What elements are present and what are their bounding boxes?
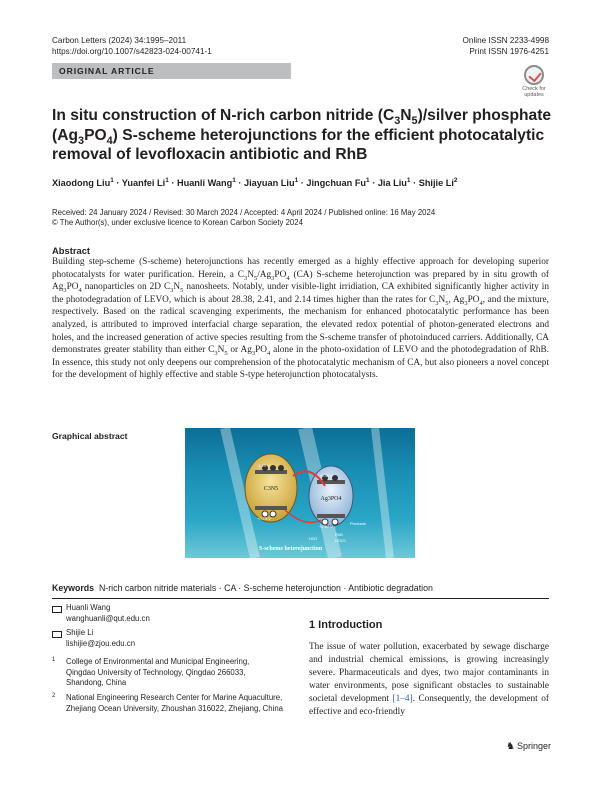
article-title: In situ construction of N-rich carbon nitride $(C_3N_5)$/silver phosphate $(Ag_3PO_4)$ S-scheme heterojunctions for the efficient photocatalytic removal of levofloxacin antibiotic and RhB (52, 107, 552, 163)
introduction-body: The issue of water pollution, exacerbated by sewage discharge and industrial chemical emissions, is growing increasingly severe. Pharmaceuticals and dyes, two major contaminants in water environments, pose significant obstacles to sustainable societal development [1–4]. Consequently, the development of effective and eco-friendly (309, 642, 550, 717)
online-issn: Online ISSN 2233-4998 (462, 36, 549, 45)
author-list: Xiaodong Liu$^1$ · Yuanfei $Li^1$ · Huanli Wang$^1$ · Jiayuan Liu$^1$ · Jingchuan $Fu^1$ · Jia Liu$^1$ · Shijie Li$^2$ (52, 176, 458, 188)
envelope-icon (52, 631, 62, 638)
copyright-license: © The Author(s), under exclusive licence to Korean Carbon Society 2024 (52, 218, 303, 227)
keywords-divider (52, 598, 549, 599)
check-for-updates-badge[interactable] (517, 65, 551, 99)
graphical-caption: S-scheme heterojunction (259, 546, 323, 552)
author-name[interactable]: Huanli Wang (176, 178, 233, 188)
author-name[interactable]: Shijie Li (418, 178, 454, 188)
affiliation-number: 1 (52, 657, 56, 663)
publication-dates: Received: 24 January 2024 / Revised: 30 March 2024 / Accepted: 4 April 2024 / Published online: 16 May 2024 (52, 208, 436, 217)
article-type-band: ORIGINAL ARTICLE (52, 63, 291, 79)
corresponding-author-email[interactable]: lishijie@zjou.edu.cn (66, 639, 136, 648)
author-name[interactable]: Yuanfei Li (121, 178, 166, 188)
publisher-logo: ♞ Springer (506, 741, 551, 752)
doi-link[interactable]: https://doi.org/10.1007/s42823-024-00741-1 (52, 47, 212, 56)
products-label: Products (350, 521, 366, 526)
graphical-abstract-illustration (185, 428, 415, 558)
citation-link[interactable]: [1–4] (392, 693, 413, 704)
h2o-label: H2O (309, 536, 318, 541)
c3n5-vb-potential: +0.73 V (257, 516, 271, 521)
ag3po4-label: Ag3PO4 (320, 496, 342, 502)
section-heading-introduction: 1 Introduction (309, 619, 383, 631)
corresponding-author-email[interactable]: wanghuanli@qut.edu.cn (66, 614, 150, 623)
check-updates-icon (524, 65, 544, 85)
corresponding-author-name: Shijie Li (66, 628, 94, 637)
affiliation-text: National Engineering Research Center for Marine Aquaculture, Zhejiang Ocean University, Zhoushan 316022, Zhejiang, China (66, 693, 283, 713)
author-name[interactable]: Jiayuan Liu (244, 178, 295, 188)
levo-label: LEVO (335, 538, 346, 543)
graphical-abstract-heading: Graphical abstract (52, 431, 128, 441)
c3n5-cb-potential: -1.29 V (257, 463, 270, 468)
keywords-list: N-rich carbon nitride materials · CA · S-scheme heterojunction · Antibiotic degradation (98, 583, 433, 593)
affiliation-text: College of Environmental and Municipal Engineering, Qingdao University of Technology, Qingdao 266033, Shandong, China (66, 657, 250, 687)
corresponding-author-name: Huanli Wang (66, 603, 111, 612)
ag3po4-cb-potential: +0.45 V (319, 473, 333, 478)
keywords (52, 583, 433, 593)
author-name[interactable]: Jia Liu (377, 178, 407, 188)
c3n5-label: C3N5 (263, 486, 279, 492)
keywords-label: Keywords (52, 583, 95, 593)
author-name[interactable]: Xiaodong Liu (52, 178, 111, 188)
abstract-body: Building step-scheme (S-scheme) heterojunctions has recently emerged as a highly effective approach for developing superior photocatalysts for water purification. Herein, a $C_3N_5/Ag_3PO_4$ (CA) S-scheme heterojunction was prepared by in situ growth of $Ag_3PO_4$ nanoparticles on 2D $C_3N_5$ nanosheets. Notably, under visible-light irridiation, CA exhibited significantly higher activity in the photodegradation of LEVO, which is about 28.38, 2.41, and 2.14 times higher than the rates for $C_3N_5$, $Ag_3PO_4$, and the mixture, respectively. Based on the radical scavenging experiments, the mechanism for enhanced photocatalytic performance has been analyzed, is attributed to improved interfacial charge separation, the elevated redox potential of photon-generated electrons and holes, and the increased generation of active species resulting from the S-scheme transfer of photoinduced carriers. Additionally, CA demonstrates greater stability than either $C_3N_5$ or $Ag_3PO_4$ alone in the photo-oxidation of LEVO and the photodegradation of RhB. In essence, this study not only deepens our comprehension of the photocatalytic mechanism of CA, but also pioneers a novel concept for the development of highly effective and stable S-type heterojunction photocatalysts. (52, 257, 549, 381)
author-name[interactable]: Jingchuan Fu (306, 178, 367, 188)
envelope-icon (52, 606, 62, 613)
springer-horse-icon: ♞ (506, 741, 515, 752)
print-issn: Print ISSN 1976-4251 (469, 47, 549, 56)
abstract-heading: Abstract (52, 245, 91, 256)
graphical-abstract-figure (185, 428, 415, 558)
affiliation-number: 2 (52, 693, 56, 699)
check-updates-label: Check for updates (522, 86, 546, 98)
journal-citation: Carbon Letters (2024) 34:1995–2011 (52, 36, 187, 45)
rhb-label: RhB (335, 532, 343, 537)
ag3po4-vb-potential: +2.67 V (319, 524, 333, 529)
